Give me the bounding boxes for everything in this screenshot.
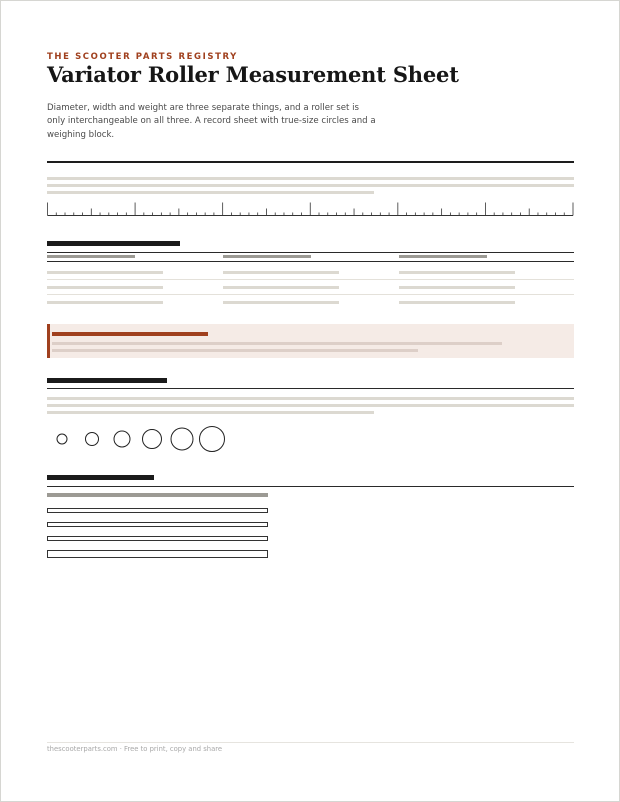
true-size-circles bbox=[47, 425, 247, 455]
placeholder-line bbox=[47, 411, 374, 414]
page-title: Variator Roller Measurement Sheet bbox=[47, 62, 459, 87]
section-heading-bar bbox=[47, 241, 180, 246]
callout-line bbox=[52, 349, 418, 352]
roller-circle bbox=[86, 433, 99, 446]
table-header-cell bbox=[223, 255, 311, 258]
table-cell bbox=[399, 286, 515, 289]
intro-paragraph: Diameter, width and weight are three separate things, and a roller set is only interchangeable on all three. A record sheet with true-size circles and a weighing block. bbox=[47, 103, 376, 140]
table-row bbox=[47, 294, 574, 295]
table-header-rule bbox=[47, 261, 574, 262]
footer-divider bbox=[47, 742, 574, 743]
placeholder-line bbox=[47, 404, 574, 407]
placeholder-line bbox=[47, 397, 574, 400]
weighing-header-bar bbox=[47, 493, 268, 497]
table-header-cell bbox=[47, 255, 135, 258]
table-cell bbox=[223, 271, 339, 274]
callout-line bbox=[52, 342, 502, 345]
placeholder-line bbox=[47, 191, 374, 194]
measuring-ruler bbox=[47, 200, 574, 218]
table-header-cell bbox=[399, 255, 487, 258]
header-divider bbox=[47, 161, 574, 163]
weight-entry-field[interactable] bbox=[47, 550, 268, 558]
section-rule bbox=[47, 388, 574, 389]
placeholder-line bbox=[47, 177, 574, 180]
roller-circle bbox=[114, 431, 130, 447]
placeholder-line bbox=[47, 184, 574, 187]
table-cell bbox=[223, 301, 339, 304]
table-row bbox=[47, 279, 574, 280]
table-top-rule bbox=[47, 252, 574, 253]
section-heading-bar bbox=[47, 475, 154, 480]
roller-circle bbox=[200, 427, 225, 452]
roller-circle bbox=[143, 430, 162, 449]
footer-text: thescooterparts.com · Free to print, copy and share bbox=[47, 745, 223, 753]
table-cell bbox=[399, 301, 515, 304]
registry-kicker: THE SCOOTER PARTS REGISTRY bbox=[47, 52, 238, 62]
table-cell bbox=[47, 301, 163, 304]
table-cell bbox=[223, 286, 339, 289]
callout-note bbox=[47, 324, 574, 358]
table-cell bbox=[47, 271, 163, 274]
weight-entry-field[interactable] bbox=[47, 522, 268, 527]
table-cell bbox=[47, 286, 163, 289]
section-rule bbox=[47, 486, 574, 487]
table-cell bbox=[399, 271, 515, 274]
weight-entry-field[interactable] bbox=[47, 508, 268, 513]
section-heading-bar bbox=[47, 378, 167, 383]
weight-entry-field[interactable] bbox=[47, 536, 268, 541]
callout-heading-bar bbox=[52, 332, 208, 336]
roller-circle bbox=[57, 434, 67, 444]
roller-circle bbox=[171, 428, 193, 450]
